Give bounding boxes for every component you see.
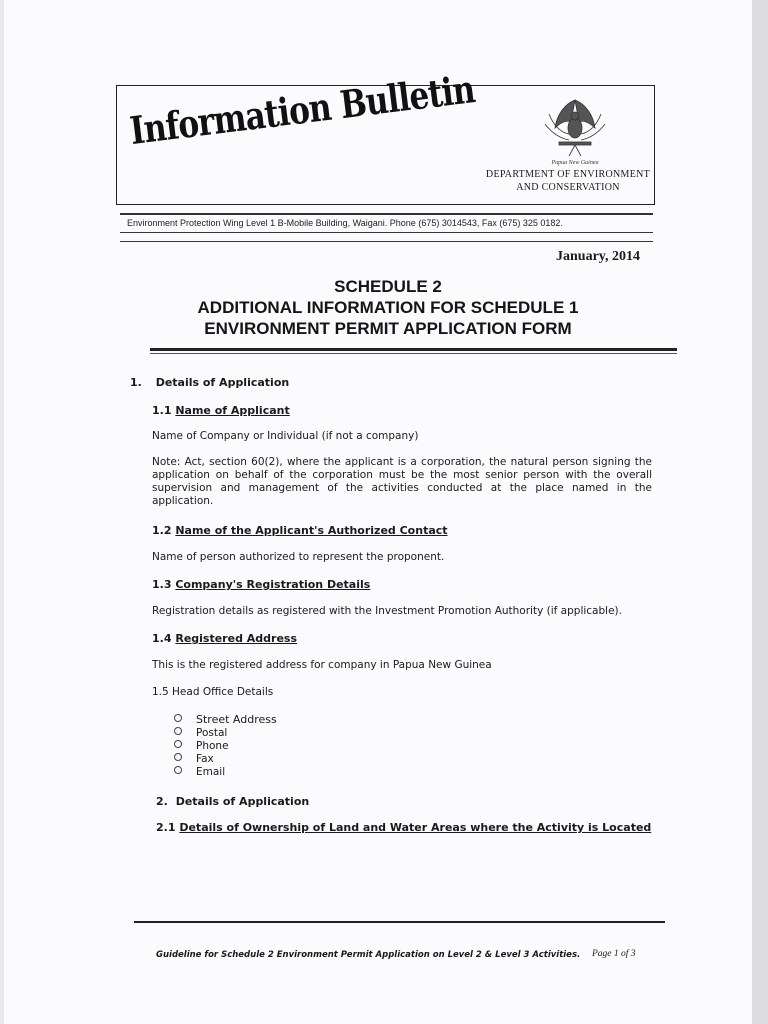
list-item (174, 740, 229, 753)
list-item (174, 753, 214, 766)
bullet-icon (174, 753, 182, 761)
section-1-1-note: Note: Act, section 60(2), where the applicant is a corporation, the natural person signing the application on behalf of the corporation must be the most senior person with the overall supervision and management of the activities conducted at the place named in the application. (152, 456, 652, 507)
title-thick-rule (150, 348, 677, 351)
section-1-4-number: 1.4 (152, 632, 172, 645)
list-item (174, 766, 225, 779)
section-1-4-heading (152, 632, 297, 645)
section-2-number: 2. (156, 795, 168, 808)
schedule-title-line-3: ENVIRONMENT PERMIT APPLICATION FORM (204, 319, 572, 338)
schedule-title (190, 276, 586, 339)
list-item-label: Postal (196, 727, 228, 739)
section-1-5-heading: 1.5 Head Office Details (152, 686, 274, 698)
section-1-1-title: Name of Applicant (175, 404, 290, 417)
section-1-title: Details of Application (155, 376, 290, 389)
section-1-number: 1. (130, 376, 142, 389)
section-1-2-number: 1.2 (152, 524, 172, 537)
section-1-3-title: Company's Registration Details (175, 578, 371, 591)
section-1-2-heading (152, 524, 448, 537)
footer-rule (134, 921, 665, 923)
section-2-title: Details of Application (175, 795, 310, 808)
contact-top-rule (120, 213, 653, 215)
section-1-3-heading (152, 578, 370, 591)
section-1-1-heading (152, 404, 290, 417)
section-1-1-number: 1.1 (152, 404, 172, 417)
footer-guideline: Guideline for Schedule 2 Environment Permit Application on Level 2 & Level 3 Activities. (156, 950, 581, 960)
bird-of-paradise-emblem-icon (535, 94, 615, 166)
bullet-icon (174, 766, 182, 774)
contact-bottom-rule (120, 232, 653, 233)
section-1-2-text: Name of person authorized to represent the proponent. (152, 551, 445, 563)
bullet-icon (174, 727, 182, 735)
list-item-label: Street Address (196, 713, 277, 726)
bulletin-title: Information Bulletin (127, 66, 477, 153)
list-item (174, 713, 277, 727)
section-1-3-number: 1.3 (152, 578, 172, 591)
section-2-1-title: Details of Ownership of Land and Water Areas where the Activity is Located (179, 821, 652, 834)
section-2-heading (156, 795, 309, 808)
bullet-icon (174, 740, 182, 748)
section-1-3-text: Registration details as registered with the Investment Promotion Authority (if applicable). (152, 605, 622, 617)
list-item-label: Fax (196, 753, 214, 765)
department-line-1: DEPARTMENT OF ENVIRONMENT (485, 169, 651, 180)
section-2-1-heading (156, 821, 651, 834)
department-line-2: AND CONSERVATION (516, 182, 620, 193)
bullet-icon (174, 714, 182, 722)
section-1-4-text: This is the registered address for company in Papua New Guinea (152, 659, 492, 671)
section-1-4-title: Registered Address (175, 632, 298, 645)
date-rule (120, 241, 653, 242)
list-item-label: Email (196, 766, 226, 778)
list-item-label: Phone (196, 740, 229, 752)
section-1-1-text: Name of Company or Individual (if not a company) (152, 430, 419, 442)
section-1-2-title: Name of the Applicant's Authorized Contact (175, 524, 448, 537)
page-number: Page 1 of 3 (592, 949, 636, 959)
section-1-heading (130, 376, 289, 389)
list-item (174, 727, 227, 740)
section-2-1-number: 2.1 (156, 821, 176, 834)
schedule-title-line-1: SCHEDULE 2 (334, 277, 442, 296)
bulletin-header (116, 66, 655, 205)
title-thin-rule (150, 353, 677, 354)
schedule-title-line-2: ADDITIONAL INFORMATION FOR SCHEDULE 1 (197, 298, 579, 317)
contact-line: Environment Protection Wing Level 1 B-Mobile Building, Waigani. Phone (675) 3014543, Fax (675) 325 0182. (127, 218, 563, 228)
emblem-caption: Papua New Guinea (551, 160, 599, 166)
issue-date: January, 2014 (556, 249, 641, 264)
page-edge (752, 0, 768, 1024)
department-name (483, 168, 653, 194)
